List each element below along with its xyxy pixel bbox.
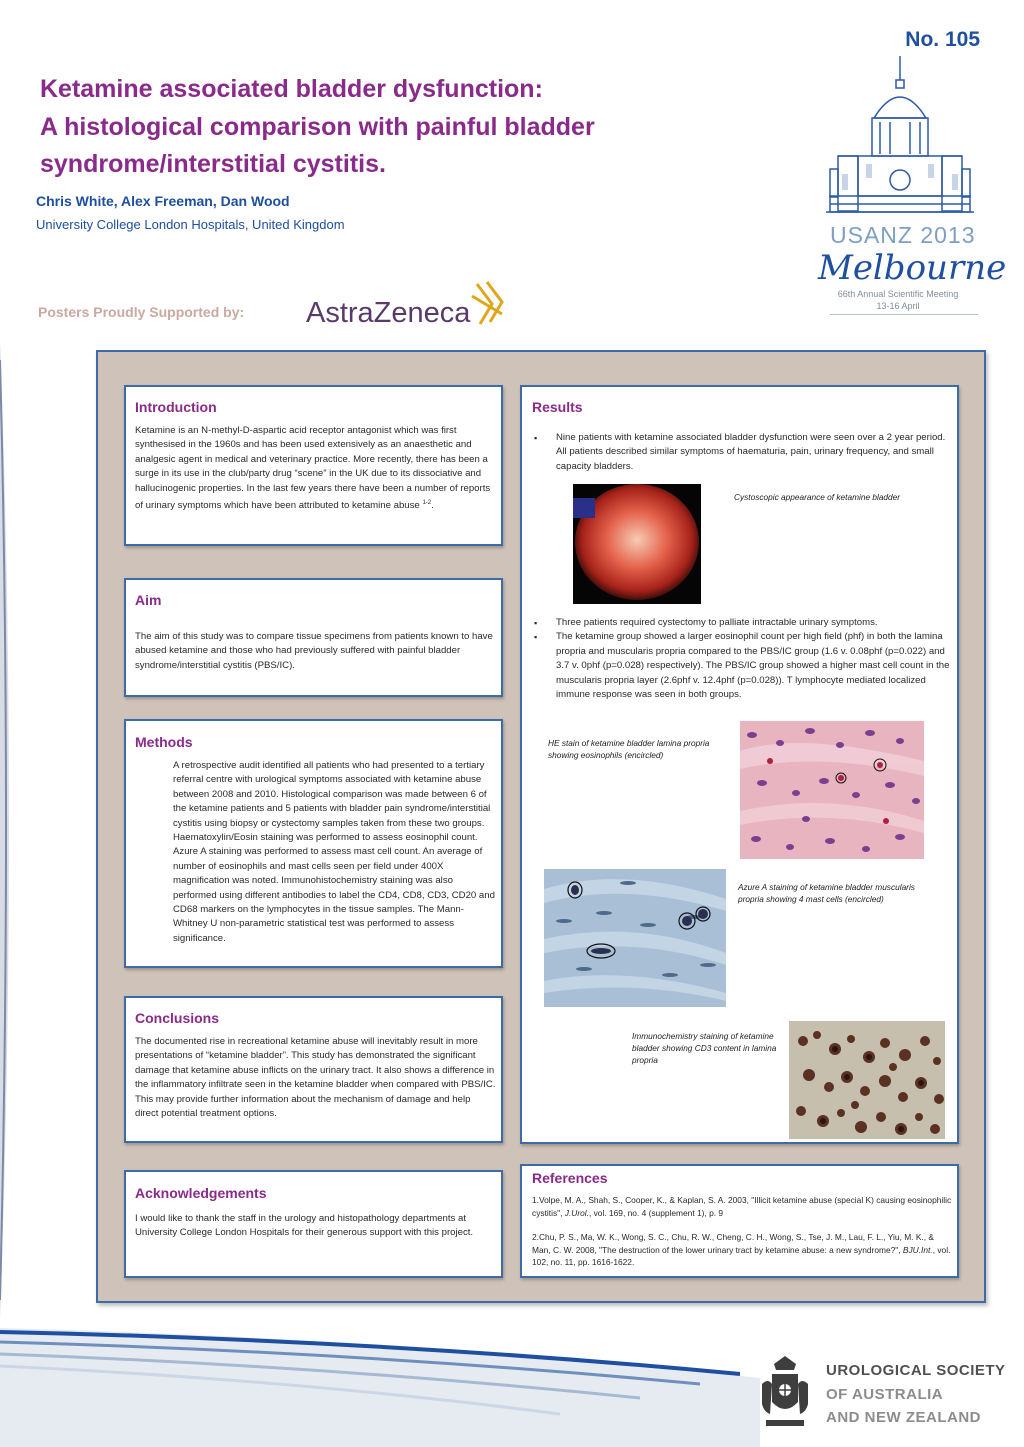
decorative-swoosh-footer: [0, 1318, 1024, 1447]
conclusions-panel: [124, 996, 503, 1143]
conference-name: USANZ 2013: [830, 222, 976, 248]
conclusions-heading: Conclusions: [135, 1010, 220, 1026]
results-bullets-mid: [532, 616, 952, 702]
conclusions-text: The documented rise in recreational ketamine abuse will inevitably result in more presentations of “ketamine bladder”. This study has demonstrated the significant damage that ketamine abuse inflicts on the urinary tract. It also shows a difference in the inflammatory infiltrate seen in the ketamine bladder when compared with PBS/IC. This may provide further information about the mechanism of damage and help direct potential treatment options.: [135, 1036, 496, 1120]
acknowledgements-text: I would like to thank the staff in the urology and histopathology departments at University College London Hospitals for their generous support with this project.: [135, 1213, 474, 1239]
cystoscopy-caption: Cystoscopic appearance of ketamine bladder: [734, 492, 901, 502]
reference-journal: J.Urol.: [564, 1207, 589, 1218]
results-bullets-top: [532, 431, 952, 474]
svg-text:AstraZeneca: AstraZeneca: [306, 297, 471, 329]
methods-text: A retrospective audit identified all patients who had presented to a tertiary referral centre with urological symptoms associated with ketamine abuse between 2008 and 2010. Histological comparison was made between 6 of the ketamine patients and 5 patients with bladder pain syndrome/interstitial cystitis using biopsy or cystectomy samples taken from these two groups. Haematoxylin/Eosin staining was performed to assess eosinophil count. Azure A staining was performed to assess mast cell count. An average of number of eosinophils and mast cells seen per field under 400X magnification was noted. Immunohistochemistry staining was also performed using different antibodies to label the CD4, CD8, CD3, CD20 and CD68 markers on the lymphocytes in the tissue samples. The Mann-Whitney U non-parametric statistical test was performed to assess significance.: [173, 760, 495, 944]
introduction-body: Ketamine is an N-methyl-D-aspartic acid receptor antagonist which was first synthesised in the 1960s and has been used extensively as an anaesthetic and analgesic agent in medical and veterinary practice. More recently, there has been a surge in its use in the club/party drug “scene” in the UK due to its dissociative and hallucinogenic properties. In the last few years there have been a number of reports of urinary symptoms which have been attributed to ketamine abuse: [135, 425, 491, 512]
azure-stain-image: [544, 869, 726, 1007]
results-panel: [520, 385, 959, 1144]
he-stain-caption: HE stain of ketamine bladder lamina propria showing eosinophils (encircled): [548, 738, 710, 760]
references-panel: [520, 1164, 959, 1278]
methods-panel: [124, 719, 503, 968]
reference-item: [532, 1194, 952, 1219]
conference-dates: 13-16 April: [876, 301, 920, 311]
conference-meeting: 66th Annual Scientific Meeting: [837, 289, 959, 299]
cystoscopy-image: [573, 484, 701, 604]
society-name-line-1: UROLOGICAL SOCIETY: [826, 1362, 1006, 1379]
immuno-stain-image: [789, 1021, 945, 1139]
reference-text: , vol. 169, no. 4 (supplement 1), p. 9: [588, 1207, 724, 1218]
acknowledgements-heading: Acknowledgements: [135, 1185, 267, 1201]
conference-city: Melbourne: [818, 248, 1007, 288]
results-bullet: ▪ Three patients required cystectomy to palliate intractable urinary symptoms.: [532, 616, 952, 630]
introduction-text: [135, 424, 495, 514]
reference-item: [532, 1231, 952, 1269]
introduction-heading: Introduction: [135, 399, 217, 415]
reference-text: 2.Chu, P. S., Ma, W. K., Wong, S. C., Chu, R. W., Cheng, C. H., Wong, S., Tse, J. M., Lau, F. L., Yiu, M. K., & Man, C. W. 2008, "The destruction of the lower urinary tract by ketamine abuse: a new syndrome?",: [532, 1232, 934, 1255]
reference-text: , vol. 102, no. 11, pp. 1616-1622.: [532, 1244, 951, 1268]
supporter-label: Posters Proudly Supported by:: [38, 304, 245, 320]
society-name-line-3: AND NEW ZEALAND: [826, 1409, 981, 1426]
acknowledgements-panel: [124, 1170, 503, 1278]
reference-text: 1.Volpe, M. A., Shah, S., Cooper, K., & Kaplan, S. A. 2003, "Illicit ketamine abuse (special K) causing eosinophilic cystitis",: [532, 1195, 952, 1218]
poster-number: No. 105: [905, 28, 980, 51]
results-bullet: ▪ The ketamine group showed a larger eosinophil count per high field (phf) in both the lamina propria and muscularis propria compared to the PBS/IC group (1.6 v. 0.08phf (p=0.022) and 3.7 v. 0phf (p=0.028) respectively). The PBS/IC group showed a higher mast cell count in the muscularis propria layer (2.6phf v. 12.4phf (p=0.028)). T lymphocyte mediated localized immune response was seen in both groups.: [532, 630, 952, 702]
decorative-swoosh-left: [0, 340, 20, 1320]
authors: Chris White, Alex Freeman, Dan Wood: [36, 193, 290, 209]
he-stain-image: [740, 721, 924, 859]
poster-title-line-2: A histological comparison with painful bladder: [40, 113, 595, 141]
references-list: [532, 1194, 952, 1269]
references-heading: References: [532, 1170, 608, 1186]
reference-journal: BJU.Int.: [902, 1244, 933, 1255]
poster-title-line-3: syndrome/interstitial cystitis.: [40, 150, 386, 178]
society-crest-icon: [758, 1354, 812, 1434]
astrazeneca-logo: [302, 274, 512, 334]
aim-panel: [124, 578, 503, 697]
affiliation: University College London Hospitals, United Kingdom: [36, 217, 345, 232]
methods-heading: Methods: [135, 734, 193, 750]
results-bullet: ▪ Nine patients with ketamine associated bladder dysfunction were seen over a 2 year period. All patients described similar symptoms of haematuria, pain, urinary frequency, and small capacity bladders.: [532, 431, 952, 474]
aim-text: The aim of this study was to compare tissue specimens from patients known to have abused ketamine and those who had previously suffered with painful bladder syndrome/interstitial cystitis (PBS/IC).: [135, 631, 493, 671]
divider: [830, 314, 978, 315]
azure-stain-caption: Azure A staining of ketamine bladder muscularis propria showing 4 mast cells (encircled): [738, 882, 915, 904]
introduction-panel: [124, 385, 503, 546]
results-heading: Results: [532, 399, 583, 415]
poster-title-line-1: Ketamine associated bladder dysfunction:: [40, 75, 543, 103]
introduction-end: .: [431, 500, 434, 512]
aim-heading: Aim: [135, 592, 162, 608]
introduction-ref-superscript: 1-2: [422, 500, 432, 507]
society-name-line-2: OF AUSTRALIA: [826, 1386, 944, 1403]
immuno-stain-caption: Immunochemistry staining of ketamine bladder showing CD3 content in lamina propria: [632, 1031, 777, 1065]
